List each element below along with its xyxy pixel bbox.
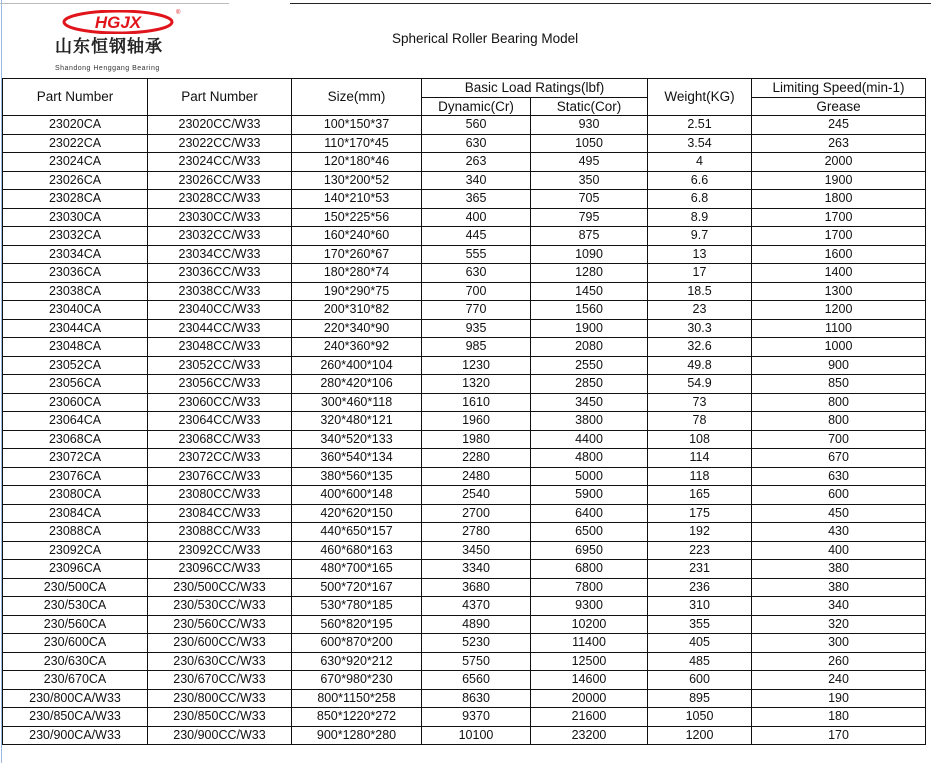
part-number-cell: 23052CA (3, 356, 148, 375)
table-row (3, 245, 926, 264)
part-number-cell: 230/670CA (3, 671, 148, 690)
static-load-cell: 1560 (531, 301, 648, 320)
size-cell: 560*820*195 (292, 615, 422, 634)
dynamic-load-cell: 445 (422, 227, 531, 246)
static-load-cell: 14600 (531, 671, 648, 690)
dynamic-load-cell: 2280 (422, 449, 531, 468)
static-load-cell: 11400 (531, 634, 648, 653)
grease-speed-cell: 1100 (752, 319, 926, 338)
header-dynamic: Dynamic(Cr) (422, 98, 531, 116)
dynamic-load-cell: 3680 (422, 578, 531, 597)
part-number-cell: 23060CA (3, 393, 148, 412)
table-row (3, 116, 926, 135)
part-number-alt-cell: 23038CC/W33 (148, 282, 292, 301)
part-number-alt-cell: 23084CC/W33 (148, 504, 292, 523)
table-row (3, 560, 926, 579)
dynamic-load-cell: 5230 (422, 634, 531, 653)
size-cell: 100*150*37 (292, 116, 422, 135)
table-row (3, 597, 926, 616)
header-grease: Grease (752, 98, 926, 116)
company-logo (52, 10, 187, 74)
part-number-alt-cell: 230/900CC/W33 (148, 726, 292, 745)
weight-cell: 6.6 (648, 171, 752, 190)
weight-cell: 600 (648, 671, 752, 690)
header-size: Size(mm) (292, 79, 422, 116)
svg-text:HGJX: HGJX (94, 13, 142, 32)
dynamic-load-cell: 8630 (422, 689, 531, 708)
part-number-cell: 23024CA (3, 153, 148, 172)
static-load-cell: 3800 (531, 412, 648, 431)
table-row (3, 301, 926, 320)
part-number-alt-cell: 23048CC/W33 (148, 338, 292, 357)
grease-speed-cell: 1900 (752, 171, 926, 190)
part-number-alt-cell: 23096CC/W33 (148, 560, 292, 579)
grease-speed-cell: 380 (752, 578, 926, 597)
grease-speed-cell: 800 (752, 412, 926, 431)
static-load-cell: 2080 (531, 338, 648, 357)
table-row (3, 227, 926, 246)
weight-cell: 2.51 (648, 116, 752, 135)
bearing-table (2, 78, 926, 745)
header-limiting-speed: Limiting Speed(min-1) (752, 79, 926, 98)
hgjx-logo-icon (62, 10, 174, 34)
dynamic-load-cell: 1230 (422, 356, 531, 375)
static-load-cell: 5000 (531, 467, 648, 486)
weight-cell: 9.7 (648, 227, 752, 246)
part-number-cell: 23088CA (3, 523, 148, 542)
static-load-cell: 10200 (531, 615, 648, 634)
dynamic-load-cell: 10100 (422, 726, 531, 745)
part-number-cell: 23038CA (3, 282, 148, 301)
part-number-alt-cell: 23064CC/W33 (148, 412, 292, 431)
part-number-alt-cell: 23052CC/W33 (148, 356, 292, 375)
dynamic-load-cell: 985 (422, 338, 531, 357)
weight-cell: 1200 (648, 726, 752, 745)
dynamic-load-cell: 1980 (422, 430, 531, 449)
dynamic-load-cell: 1610 (422, 393, 531, 412)
top-divider-right (290, 3, 931, 4)
grease-speed-cell: 450 (752, 504, 926, 523)
table-row (3, 171, 926, 190)
weight-cell: 485 (648, 652, 752, 671)
dynamic-load-cell: 400 (422, 208, 531, 227)
static-load-cell: 21600 (531, 708, 648, 727)
part-number-alt-cell: 23026CC/W33 (148, 171, 292, 190)
size-cell: 440*650*157 (292, 523, 422, 542)
part-number-cell: 230/530CA (3, 597, 148, 616)
dynamic-load-cell: 4890 (422, 615, 531, 634)
weight-cell: 175 (648, 504, 752, 523)
table-row (3, 726, 926, 745)
part-number-alt-cell: 230/560CC/W33 (148, 615, 292, 634)
size-cell: 630*920*212 (292, 652, 422, 671)
part-number-cell: 230/900CA/W33 (3, 726, 148, 745)
static-load-cell: 4400 (531, 430, 648, 449)
weight-cell: 310 (648, 597, 752, 616)
part-number-cell: 23092CA (3, 541, 148, 560)
dynamic-load-cell: 2780 (422, 523, 531, 542)
weight-cell: 355 (648, 615, 752, 634)
part-number-alt-cell: 23072CC/W33 (148, 449, 292, 468)
part-number-alt-cell: 23060CC/W33 (148, 393, 292, 412)
table-row (3, 523, 926, 542)
part-number-cell: 230/500CA (3, 578, 148, 597)
size-cell: 400*600*148 (292, 486, 422, 505)
grease-speed-cell: 1600 (752, 245, 926, 264)
weight-cell: 165 (648, 486, 752, 505)
part-number-alt-cell: 230/800CC/W33 (148, 689, 292, 708)
weight-cell: 405 (648, 634, 752, 653)
grease-speed-cell: 300 (752, 634, 926, 653)
table-row (3, 430, 926, 449)
static-load-cell: 875 (531, 227, 648, 246)
size-cell: 460*680*163 (292, 541, 422, 560)
weight-cell: 236 (648, 578, 752, 597)
dynamic-load-cell: 555 (422, 245, 531, 264)
weight-cell: 192 (648, 523, 752, 542)
size-cell: 200*310*82 (292, 301, 422, 320)
grease-speed-cell: 1000 (752, 338, 926, 357)
size-cell: 800*1150*258 (292, 689, 422, 708)
grease-speed-cell: 1400 (752, 264, 926, 283)
part-number-cell: 23048CA (3, 338, 148, 357)
size-cell: 530*780*185 (292, 597, 422, 616)
weight-cell: 118 (648, 467, 752, 486)
part-number-cell: 230/800CA/W33 (3, 689, 148, 708)
part-number-alt-cell: 23022CC/W33 (148, 134, 292, 153)
static-load-cell: 2550 (531, 356, 648, 375)
dynamic-load-cell: 2700 (422, 504, 531, 523)
weight-cell: 4 (648, 153, 752, 172)
weight-cell: 30.3 (648, 319, 752, 338)
dynamic-load-cell: 9370 (422, 708, 531, 727)
static-load-cell: 930 (531, 116, 648, 135)
table-row (3, 190, 926, 209)
grease-speed-cell: 180 (752, 708, 926, 727)
grease-speed-cell: 1700 (752, 208, 926, 227)
part-number-cell: 23068CA (3, 430, 148, 449)
dynamic-load-cell: 935 (422, 319, 531, 338)
static-load-cell: 3450 (531, 393, 648, 412)
table-row (3, 504, 926, 523)
header-part-number-alt: Part Number (148, 79, 292, 116)
part-number-cell: 23032CA (3, 227, 148, 246)
grease-speed-cell: 1300 (752, 282, 926, 301)
weight-cell: 231 (648, 560, 752, 579)
grease-speed-cell: 630 (752, 467, 926, 486)
table-row (3, 356, 926, 375)
part-number-cell: 23076CA (3, 467, 148, 486)
part-number-cell: 23022CA (3, 134, 148, 153)
weight-cell: 18.5 (648, 282, 752, 301)
weight-cell: 49.8 (648, 356, 752, 375)
size-cell: 420*620*150 (292, 504, 422, 523)
weight-cell: 114 (648, 449, 752, 468)
grease-speed-cell: 1200 (752, 301, 926, 320)
header-static: Static(Cor) (531, 98, 648, 116)
dynamic-load-cell: 3450 (422, 541, 531, 560)
grease-speed-cell: 320 (752, 615, 926, 634)
part-number-cell: 230/850CA/W33 (3, 708, 148, 727)
weight-cell: 223 (648, 541, 752, 560)
part-number-cell: 230/560CA (3, 615, 148, 634)
part-number-alt-cell: 23036CC/W33 (148, 264, 292, 283)
size-cell: 150*225*56 (292, 208, 422, 227)
size-cell: 160*240*60 (292, 227, 422, 246)
part-number-alt-cell: 23068CC/W33 (148, 430, 292, 449)
size-cell: 180*280*74 (292, 264, 422, 283)
table-row (3, 578, 926, 597)
grease-speed-cell: 245 (752, 116, 926, 135)
part-number-alt-cell: 23088CC/W33 (148, 523, 292, 542)
static-load-cell: 1900 (531, 319, 648, 338)
static-load-cell: 20000 (531, 689, 648, 708)
part-number-cell: 23026CA (3, 171, 148, 190)
size-cell: 130*200*52 (292, 171, 422, 190)
weight-cell: 17 (648, 264, 752, 283)
table-row (3, 412, 926, 431)
size-cell: 480*700*165 (292, 560, 422, 579)
grease-speed-cell: 850 (752, 375, 926, 394)
dynamic-load-cell: 770 (422, 301, 531, 320)
top-divider (0, 3, 229, 4)
static-load-cell: 6950 (531, 541, 648, 560)
size-cell: 110*170*45 (292, 134, 422, 153)
size-cell: 360*540*134 (292, 449, 422, 468)
part-number-cell: 23034CA (3, 245, 148, 264)
grease-speed-cell: 190 (752, 689, 926, 708)
size-cell: 320*480*121 (292, 412, 422, 431)
static-load-cell: 1050 (531, 134, 648, 153)
table-row (3, 208, 926, 227)
table-row (3, 541, 926, 560)
dynamic-load-cell: 630 (422, 264, 531, 283)
table-row (3, 319, 926, 338)
part-number-alt-cell: 23024CC/W33 (148, 153, 292, 172)
dynamic-load-cell: 1320 (422, 375, 531, 394)
table-row (3, 282, 926, 301)
part-number-alt-cell: 23040CC/W33 (148, 301, 292, 320)
part-number-cell: 23064CA (3, 412, 148, 431)
dynamic-load-cell: 2540 (422, 486, 531, 505)
weight-cell: 23 (648, 301, 752, 320)
part-number-cell: 23028CA (3, 190, 148, 209)
table-row (3, 634, 926, 653)
size-cell: 340*520*133 (292, 430, 422, 449)
part-number-alt-cell: 23032CC/W33 (148, 227, 292, 246)
part-number-cell: 23044CA (3, 319, 148, 338)
grease-speed-cell: 2000 (752, 153, 926, 172)
part-number-cell: 23096CA (3, 560, 148, 579)
static-load-cell: 23200 (531, 726, 648, 745)
registered-mark-icon: ® (176, 10, 181, 16)
weight-cell: 108 (648, 430, 752, 449)
part-number-alt-cell: 23080CC/W33 (148, 486, 292, 505)
static-load-cell: 5900 (531, 486, 648, 505)
table-row (3, 652, 926, 671)
part-number-alt-cell: 23034CC/W33 (148, 245, 292, 264)
part-number-alt-cell: 230/500CC/W33 (148, 578, 292, 597)
grease-speed-cell: 900 (752, 356, 926, 375)
grease-speed-cell: 800 (752, 393, 926, 412)
part-number-alt-cell: 23028CC/W33 (148, 190, 292, 209)
static-load-cell: 350 (531, 171, 648, 190)
part-number-cell: 23036CA (3, 264, 148, 283)
header-weight: Weight(KG) (648, 79, 752, 116)
part-number-alt-cell: 230/850CC/W33 (148, 708, 292, 727)
table-row (3, 449, 926, 468)
part-number-cell: 23040CA (3, 301, 148, 320)
size-cell: 190*290*75 (292, 282, 422, 301)
static-load-cell: 12500 (531, 652, 648, 671)
part-number-cell: 23030CA (3, 208, 148, 227)
part-number-cell: 23084CA (3, 504, 148, 523)
static-load-cell: 6800 (531, 560, 648, 579)
page-title: Spherical Roller Bearing Model (392, 31, 579, 46)
table-row (3, 671, 926, 690)
grease-speed-cell: 170 (752, 726, 926, 745)
grease-speed-cell: 400 (752, 541, 926, 560)
size-cell: 850*1220*272 (292, 708, 422, 727)
static-load-cell: 9300 (531, 597, 648, 616)
weight-cell: 6.8 (648, 190, 752, 209)
part-number-alt-cell: 23076CC/W33 (148, 467, 292, 486)
weight-cell: 13 (648, 245, 752, 264)
part-number-alt-cell: 23056CC/W33 (148, 375, 292, 394)
part-number-alt-cell: 230/530CC/W33 (148, 597, 292, 616)
dynamic-load-cell: 1960 (422, 412, 531, 431)
logo-chinese-name: 山东恒钢轴承 (55, 37, 163, 57)
header-load-ratings: Basic Load Ratings(lbf) (422, 79, 648, 98)
static-load-cell: 7800 (531, 578, 648, 597)
part-number-cell: 23080CA (3, 486, 148, 505)
grease-speed-cell: 430 (752, 523, 926, 542)
weight-cell: 54.9 (648, 375, 752, 394)
dynamic-load-cell: 2480 (422, 467, 531, 486)
size-cell: 600*870*200 (292, 634, 422, 653)
static-load-cell: 1090 (531, 245, 648, 264)
static-load-cell: 495 (531, 153, 648, 172)
size-cell: 900*1280*280 (292, 726, 422, 745)
part-number-cell: 230/600CA (3, 634, 148, 653)
part-number-alt-cell: 230/670CC/W33 (148, 671, 292, 690)
header-part-number: Part Number (3, 79, 148, 116)
dynamic-load-cell: 365 (422, 190, 531, 209)
grease-speed-cell: 380 (752, 560, 926, 579)
weight-cell: 8.9 (648, 208, 752, 227)
static-load-cell: 1280 (531, 264, 648, 283)
dynamic-load-cell: 263 (422, 153, 531, 172)
weight-cell: 78 (648, 412, 752, 431)
size-cell: 120*180*46 (292, 153, 422, 172)
table-row (3, 486, 926, 505)
static-load-cell: 6400 (531, 504, 648, 523)
table-row (3, 393, 926, 412)
weight-cell: 73 (648, 393, 752, 412)
part-number-alt-cell: 230/630CC/W33 (148, 652, 292, 671)
static-load-cell: 6500 (531, 523, 648, 542)
part-number-alt-cell: 23030CC/W33 (148, 208, 292, 227)
table-row (3, 134, 926, 153)
part-number-cell: 23056CA (3, 375, 148, 394)
size-cell: 240*360*92 (292, 338, 422, 357)
dynamic-load-cell: 5750 (422, 652, 531, 671)
weight-cell: 1050 (648, 708, 752, 727)
table-row (3, 689, 926, 708)
static-load-cell: 1450 (531, 282, 648, 301)
size-cell: 140*210*53 (292, 190, 422, 209)
dynamic-load-cell: 3340 (422, 560, 531, 579)
grease-speed-cell: 340 (752, 597, 926, 616)
weight-cell: 3.54 (648, 134, 752, 153)
size-cell: 300*460*118 (292, 393, 422, 412)
static-load-cell: 795 (531, 208, 648, 227)
size-cell: 170*260*67 (292, 245, 422, 264)
static-load-cell: 2850 (531, 375, 648, 394)
static-load-cell: 4800 (531, 449, 648, 468)
table-row (3, 467, 926, 486)
part-number-cell: 23072CA (3, 449, 148, 468)
size-cell: 280*420*106 (292, 375, 422, 394)
part-number-alt-cell: 23092CC/W33 (148, 541, 292, 560)
dynamic-load-cell: 700 (422, 282, 531, 301)
table-row (3, 615, 926, 634)
dynamic-load-cell: 340 (422, 171, 531, 190)
grease-speed-cell: 1700 (752, 227, 926, 246)
dynamic-load-cell: 560 (422, 116, 531, 135)
grease-speed-cell: 670 (752, 449, 926, 468)
part-number-alt-cell: 23020CC/W33 (148, 116, 292, 135)
dynamic-load-cell: 4370 (422, 597, 531, 616)
table-row (3, 375, 926, 394)
table-row (3, 264, 926, 283)
weight-cell: 32.6 (648, 338, 752, 357)
logo-english-name: Shandong Henggang Bearing (55, 65, 160, 72)
weight-cell: 895 (648, 689, 752, 708)
size-cell: 260*400*104 (292, 356, 422, 375)
grease-speed-cell: 240 (752, 671, 926, 690)
size-cell: 500*720*167 (292, 578, 422, 597)
dynamic-load-cell: 630 (422, 134, 531, 153)
part-number-alt-cell: 230/600CC/W33 (148, 634, 292, 653)
part-number-cell: 23020CA (3, 116, 148, 135)
size-cell: 670*980*230 (292, 671, 422, 690)
table-row (3, 708, 926, 727)
static-load-cell: 705 (531, 190, 648, 209)
grease-speed-cell: 1800 (752, 190, 926, 209)
part-number-cell: 230/630CA (3, 652, 148, 671)
grease-speed-cell: 600 (752, 486, 926, 505)
grease-speed-cell: 700 (752, 430, 926, 449)
table-row (3, 153, 926, 172)
size-cell: 220*340*90 (292, 319, 422, 338)
grease-speed-cell: 263 (752, 134, 926, 153)
table-row (3, 338, 926, 357)
grease-speed-cell: 260 (752, 652, 926, 671)
part-number-alt-cell: 23044CC/W33 (148, 319, 292, 338)
size-cell: 380*560*135 (292, 467, 422, 486)
dynamic-load-cell: 6560 (422, 671, 531, 690)
